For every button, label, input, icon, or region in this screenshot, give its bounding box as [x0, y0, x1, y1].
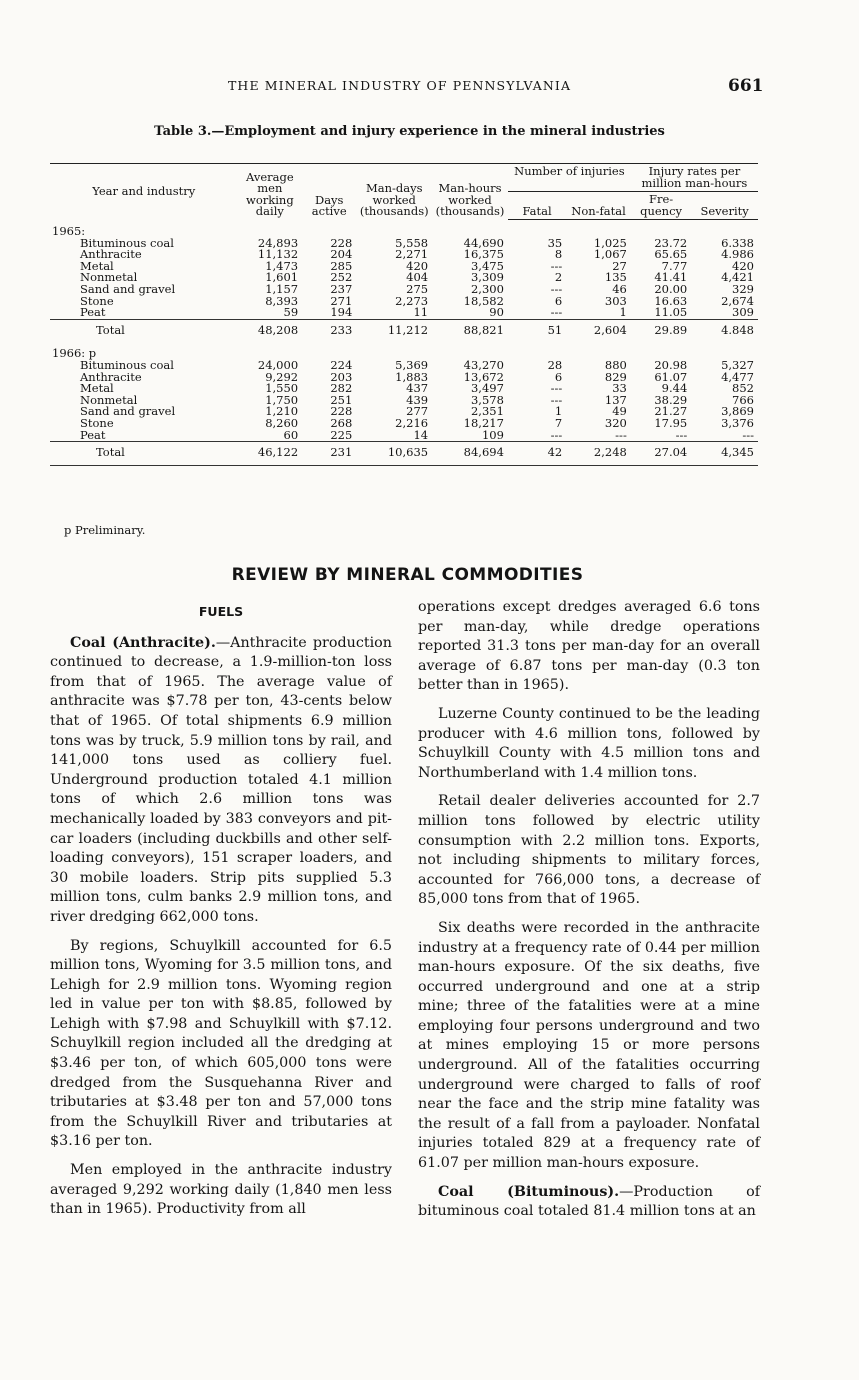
paragraph-text: Luzerne County continued to be the leading producer with 4.6 million tons, followed by Schuylkill County with 4.5 million tons and Northumberland with 1.4 million tons. [418, 705, 760, 781]
total-man-hours: 88,821 [432, 319, 508, 342]
cell-frequency: 20.98 [654, 357, 688, 372]
col-header-man-days: Man-days worked (thousands) [356, 164, 432, 220]
paragraph-lead: Coal (Bituminous). [438, 1183, 620, 1200]
cell-days: 194 [330, 305, 353, 320]
cell-frequency: 11.05 [654, 305, 688, 320]
cell-men: 8,260 [265, 415, 299, 430]
col-header-nonfatal: Non-fatal [566, 192, 631, 220]
table-footnote: p Preliminary. [64, 523, 146, 537]
cell-severity: 2,674 [721, 293, 754, 308]
cell-severity: 3,869 [721, 404, 754, 419]
cell-man-days: 1,883 [395, 369, 429, 384]
cell-severity: 5,327 [721, 357, 754, 372]
table-row [50, 372, 758, 384]
industry-name: Nonmetal [80, 392, 138, 407]
cell-man-hours: 3,578 [470, 392, 504, 407]
table-row [50, 296, 758, 308]
paragraph [418, 598, 760, 696]
cell-days: 252 [330, 270, 353, 285]
total-row [50, 442, 758, 466]
cell-man-days: 439 [406, 392, 429, 407]
table-row [50, 249, 758, 261]
cell-nonfatal: 27 [612, 258, 627, 273]
cell-man-hours: 43,270 [463, 357, 504, 372]
year-label: 1965: [52, 224, 86, 238]
industry-label [50, 258, 238, 273]
industry-label [50, 415, 238, 430]
industry-label [50, 369, 238, 384]
total-nonfatal: 2,248 [566, 442, 631, 466]
total-days: 231 [302, 442, 356, 466]
cell-frequency: 9.44 [661, 381, 688, 396]
cell-man-days: 11 [413, 305, 429, 320]
cell-severity: 852 [732, 381, 754, 396]
cell-man-days: 14 [413, 427, 429, 442]
industry-name: Sand and gravel [80, 281, 176, 296]
paragraph [418, 919, 760, 1174]
col-header-year-industry: Year and industry [50, 164, 238, 220]
cell-men: 1,750 [265, 392, 299, 407]
cell-severity: --- [742, 427, 754, 442]
cell-men: 1,157 [265, 281, 299, 296]
cell-man-hours: 90 [489, 305, 504, 320]
cell-fatal: 7 [554, 415, 563, 430]
industry-label [50, 406, 238, 418]
cell-severity: 4.986 [721, 247, 754, 262]
total-men: 46,122 [238, 442, 303, 466]
total-severity: 4,345 [691, 442, 758, 466]
cell-days: 285 [330, 258, 353, 273]
cell-nonfatal: --- [615, 427, 627, 442]
cell-severity: 309 [732, 305, 754, 320]
paragraph-text: operations except dredges averaged 6.6 tons per man-day, while dredge operations reported 31.3 tons per man-day for an overall average of 6.87 tons per man-day (0.3 ton better than in 1965). [418, 599, 760, 694]
cell-man-hours: 18,217 [463, 415, 504, 430]
cell-fatal: --- [550, 258, 563, 273]
industry-name: Peat [80, 427, 106, 442]
cell-man-days: 437 [406, 381, 429, 396]
cell-fatal: --- [550, 305, 563, 320]
industry-label [50, 281, 238, 296]
cell-men: 1,210 [265, 404, 299, 419]
cell-nonfatal: 880 [604, 357, 627, 372]
subhead-fuels: FUELS [198, 604, 244, 619]
cell-man-days: 5,558 [395, 235, 429, 250]
total-man-days: 11,212 [356, 319, 432, 342]
cell-frequency: --- [675, 427, 688, 442]
paragraph [50, 937, 392, 1153]
cell-days: 225 [330, 427, 353, 442]
cell-nonfatal: 1 [619, 305, 627, 320]
total-fatal: 51 [508, 319, 566, 342]
cell-man-days: 2,216 [395, 415, 429, 430]
industry-label [50, 235, 238, 250]
year-label: 1966: p [52, 346, 97, 361]
cell-men: 1,473 [265, 258, 299, 273]
table-row [50, 307, 758, 319]
employment-injury-table [50, 163, 758, 466]
table-row [50, 418, 758, 430]
cell-fatal: 2 [554, 270, 563, 285]
cell-nonfatal: 135 [604, 270, 627, 285]
paragraph [418, 792, 760, 910]
cell-severity: 766 [732, 392, 754, 407]
cell-severity: 6.338 [721, 235, 754, 250]
total-fatal: 42 [508, 442, 566, 466]
cell-men: 9,292 [265, 369, 299, 384]
industry-name: Anthracite [80, 369, 142, 384]
cell-men: 1,601 [265, 270, 299, 285]
cell-nonfatal: 49 [612, 404, 627, 419]
cell-man-days: 275 [406, 281, 429, 296]
cell-man-hours: 44,690 [463, 235, 504, 250]
table-body [50, 220, 758, 466]
running-head [0, 76, 859, 96]
col-header-severity: Severity [691, 192, 758, 220]
table-title: Table 3.—Employment and injury experience in the mineral industries [154, 124, 665, 139]
industry-label [50, 307, 238, 319]
cell-days: 268 [330, 415, 353, 430]
cell-severity: 329 [732, 281, 754, 296]
industry-label [50, 357, 238, 372]
cell-man-hours: 3,475 [470, 258, 504, 273]
cell-fatal: 8 [554, 247, 563, 262]
total-days: 233 [302, 319, 356, 342]
cell-days: 224 [330, 357, 353, 372]
cell-man-days: 2,271 [395, 247, 429, 262]
cell-men: 59 [283, 305, 299, 320]
industry-name: Metal [80, 381, 114, 396]
col-header-days-active: Days active [302, 164, 356, 220]
cell-days: 251 [330, 392, 353, 407]
cell-frequency: 23.72 [654, 235, 688, 250]
paragraph [418, 1183, 760, 1222]
table-row [50, 261, 758, 273]
cell-man-days: 5,369 [395, 357, 429, 372]
cell-days: 228 [330, 404, 353, 419]
industry-name: Nonmetal [80, 270, 138, 285]
cell-man-hours: 18,582 [463, 293, 504, 308]
cell-fatal: 35 [547, 235, 563, 250]
industry-name: Stone [80, 293, 114, 308]
cell-nonfatal: 137 [604, 392, 627, 407]
paragraph-text: Six deaths were recorded in the anthracite industry at a frequency rate of 0.44 per million man-hours exposure. Of the six deaths, five occurred underground and one at a strip mine; three of the fatalities were at a mine employing four persons underground and two at mines employing 15 or more persons underground. All of the fatalities occurring underground were charged to falls of roof near the face and the strip mine fatality was the result of a fall from a payloader. Nonfatal injuries totaled 829 at a frequency rate of 61.07 per million man-hours exposure. [418, 919, 760, 1172]
paragraph [418, 705, 760, 783]
cell-nonfatal: 1,067 [593, 247, 627, 262]
cell-nonfatal: 1,025 [593, 235, 627, 250]
page-number: 661 [728, 76, 764, 96]
industry-label [50, 249, 238, 261]
cell-man-hours: 3,309 [470, 270, 504, 285]
cell-severity: 4,421 [721, 270, 754, 285]
cell-men: 11,132 [257, 247, 299, 262]
industry-label [50, 383, 238, 395]
cell-man-days: 2,273 [395, 293, 429, 308]
col-header-man-hours: Man-hours worked (thousands) [432, 164, 508, 220]
cell-nonfatal: 33 [612, 381, 627, 396]
paragraph-text: —Production of bituminous coal totaled 81.4 million tons at an [418, 1183, 760, 1220]
cell-men: 60 [283, 427, 299, 442]
cell-nonfatal: 46 [612, 281, 627, 296]
section-title: REVIEW BY MINERAL COMMODITIES [231, 565, 584, 585]
col-header-injury-rates: Injury rates per million man-hours [631, 164, 758, 192]
total-man-hours: 84,694 [432, 442, 508, 466]
paragraph-text: By regions, Schuylkill accounted for 6.5 million tons, Wyoming for 3.5 million tons, and Lehigh for 2.9 million tons. Wyoming region led in value per ton with $8.85, followed by Lehigh with $7.98 and Schuylkill with $7.12. Schuylkill region included all the dredging at $3.46 per ton, of which 605,000 tons were dredged from the Susquehanna River and tributaries at $3.48 per ton and 57,000 tons from the Schuylkill River and tributaries at $3.16 per ton. [50, 937, 392, 1150]
cell-man-hours: 2,300 [470, 281, 504, 296]
total-severity: 4.848 [691, 319, 758, 342]
cell-severity: 420 [732, 258, 754, 273]
cell-frequency: 21.27 [654, 404, 688, 419]
total-label: Total [50, 319, 238, 342]
left-text-column [50, 598, 392, 1229]
cell-fatal: --- [550, 392, 563, 407]
cell-nonfatal: 829 [604, 369, 627, 384]
total-frequency: 29.89 [631, 319, 691, 342]
cell-men: 8,393 [265, 293, 299, 308]
cell-nonfatal: 303 [604, 293, 627, 308]
industry-name: Bituminous coal [80, 235, 174, 250]
industry-name: Peat [80, 305, 106, 320]
cell-frequency: 41.41 [654, 270, 688, 285]
cell-fatal: 6 [554, 369, 563, 384]
cell-men: 24,000 [257, 357, 299, 372]
industry-name: Anthracite [80, 247, 142, 262]
cell-fatal: 1 [554, 404, 563, 419]
industry-name: Sand and gravel [80, 404, 176, 419]
total-row [50, 319, 758, 342]
col-header-frequency: Fre-quency [631, 192, 691, 220]
cell-frequency: 38.29 [654, 392, 688, 407]
cell-fatal: --- [550, 381, 563, 396]
paragraph-lead: Coal (Anthracite). [70, 634, 216, 651]
cell-fatal: 28 [547, 357, 563, 372]
col-header-avg-men: Average men working daily [238, 164, 303, 220]
industry-name: Metal [80, 258, 114, 273]
cell-fatal: 6 [554, 293, 563, 308]
cell-man-days: 277 [406, 404, 429, 419]
cell-days: 271 [330, 293, 353, 308]
cell-severity: 4,477 [721, 369, 754, 384]
paragraph [50, 634, 392, 928]
cell-man-hours: 3,497 [470, 381, 504, 396]
industry-label [50, 427, 238, 442]
cell-frequency: 61.07 [654, 369, 688, 384]
cell-man-days: 404 [406, 270, 429, 285]
cell-days: 237 [330, 281, 353, 296]
col-header-fatal: Fatal [508, 192, 566, 220]
cell-man-hours: 109 [481, 427, 504, 442]
cell-man-days: 420 [406, 258, 429, 273]
total-label: Total [50, 442, 238, 466]
cell-nonfatal: 320 [604, 415, 627, 430]
total-frequency: 27.04 [631, 442, 691, 466]
cell-frequency: 65.65 [654, 247, 688, 262]
cell-days: 228 [330, 235, 353, 250]
cell-frequency: 17.95 [654, 415, 688, 430]
cell-man-hours: 2,351 [470, 404, 504, 419]
cell-severity: 3,376 [721, 415, 754, 430]
cell-frequency: 16.63 [654, 293, 688, 308]
cell-days: 203 [330, 369, 353, 384]
cell-men: 24,893 [257, 235, 299, 250]
paragraph-text: Men employed in the anthracite industry averaged 9,292 working daily (1,840 men less than in 1965). Productivity from all [50, 1162, 392, 1218]
total-man-days: 10,635 [356, 442, 432, 466]
industry-name: Stone [80, 415, 114, 430]
table-row [50, 430, 758, 442]
cell-days: 204 [330, 247, 353, 262]
industry-name: Bituminous coal [80, 357, 174, 372]
total-men: 48,208 [238, 319, 303, 342]
cell-days: 282 [330, 381, 353, 396]
paragraph [50, 1161, 392, 1220]
cell-man-hours: 13,672 [463, 369, 504, 384]
cell-frequency: 20.00 [654, 281, 688, 296]
right-text-column [418, 598, 760, 1231]
cell-fatal: --- [550, 281, 563, 296]
paragraph-text: —Anthracite production continued to decrease, a 1.9-million-ton loss from that of 1965. The average value of anthracite was $7.78 per ton, 43-cents below that of 1965. Of total shipments 6.9 million tons was by truck, 5.9 million tons by rail, and 141,000 tons used as colliery fuel. Underground production totaled 4.1 million tons of which 2.6 million tons was mechanically loaded by 383 conveyors and pit-car loaders (including duckbills and other self-loading conveyors), 151 scraper loaders, and 30 mobile loaders. Strip pits supplied 5.3 million tons, culm banks 2.9 million tons, and river dredging 662,000 tons. [50, 634, 392, 925]
col-header-number-of-injuries: Number of injuries [508, 164, 631, 192]
cell-frequency: 7.77 [661, 258, 688, 273]
table-row [50, 383, 758, 395]
industry-label [50, 293, 238, 308]
cell-men: 1,550 [265, 381, 299, 396]
cell-man-hours: 16,375 [463, 247, 504, 262]
paragraph-text: Retail dealer deliveries accounted for 2.7 million tons followed by electric utility consumption with 2.2 million tons. Exports, not including shipments to military forces, accounted for 766,000 tons, a decrease of 85,000 tons from that of 1965. [418, 793, 760, 908]
running-title: THE MINERAL INDUSTRY OF PENNSYLVANIA [228, 78, 572, 93]
cell-fatal: --- [550, 427, 563, 442]
total-nonfatal: 2,604 [566, 319, 631, 342]
